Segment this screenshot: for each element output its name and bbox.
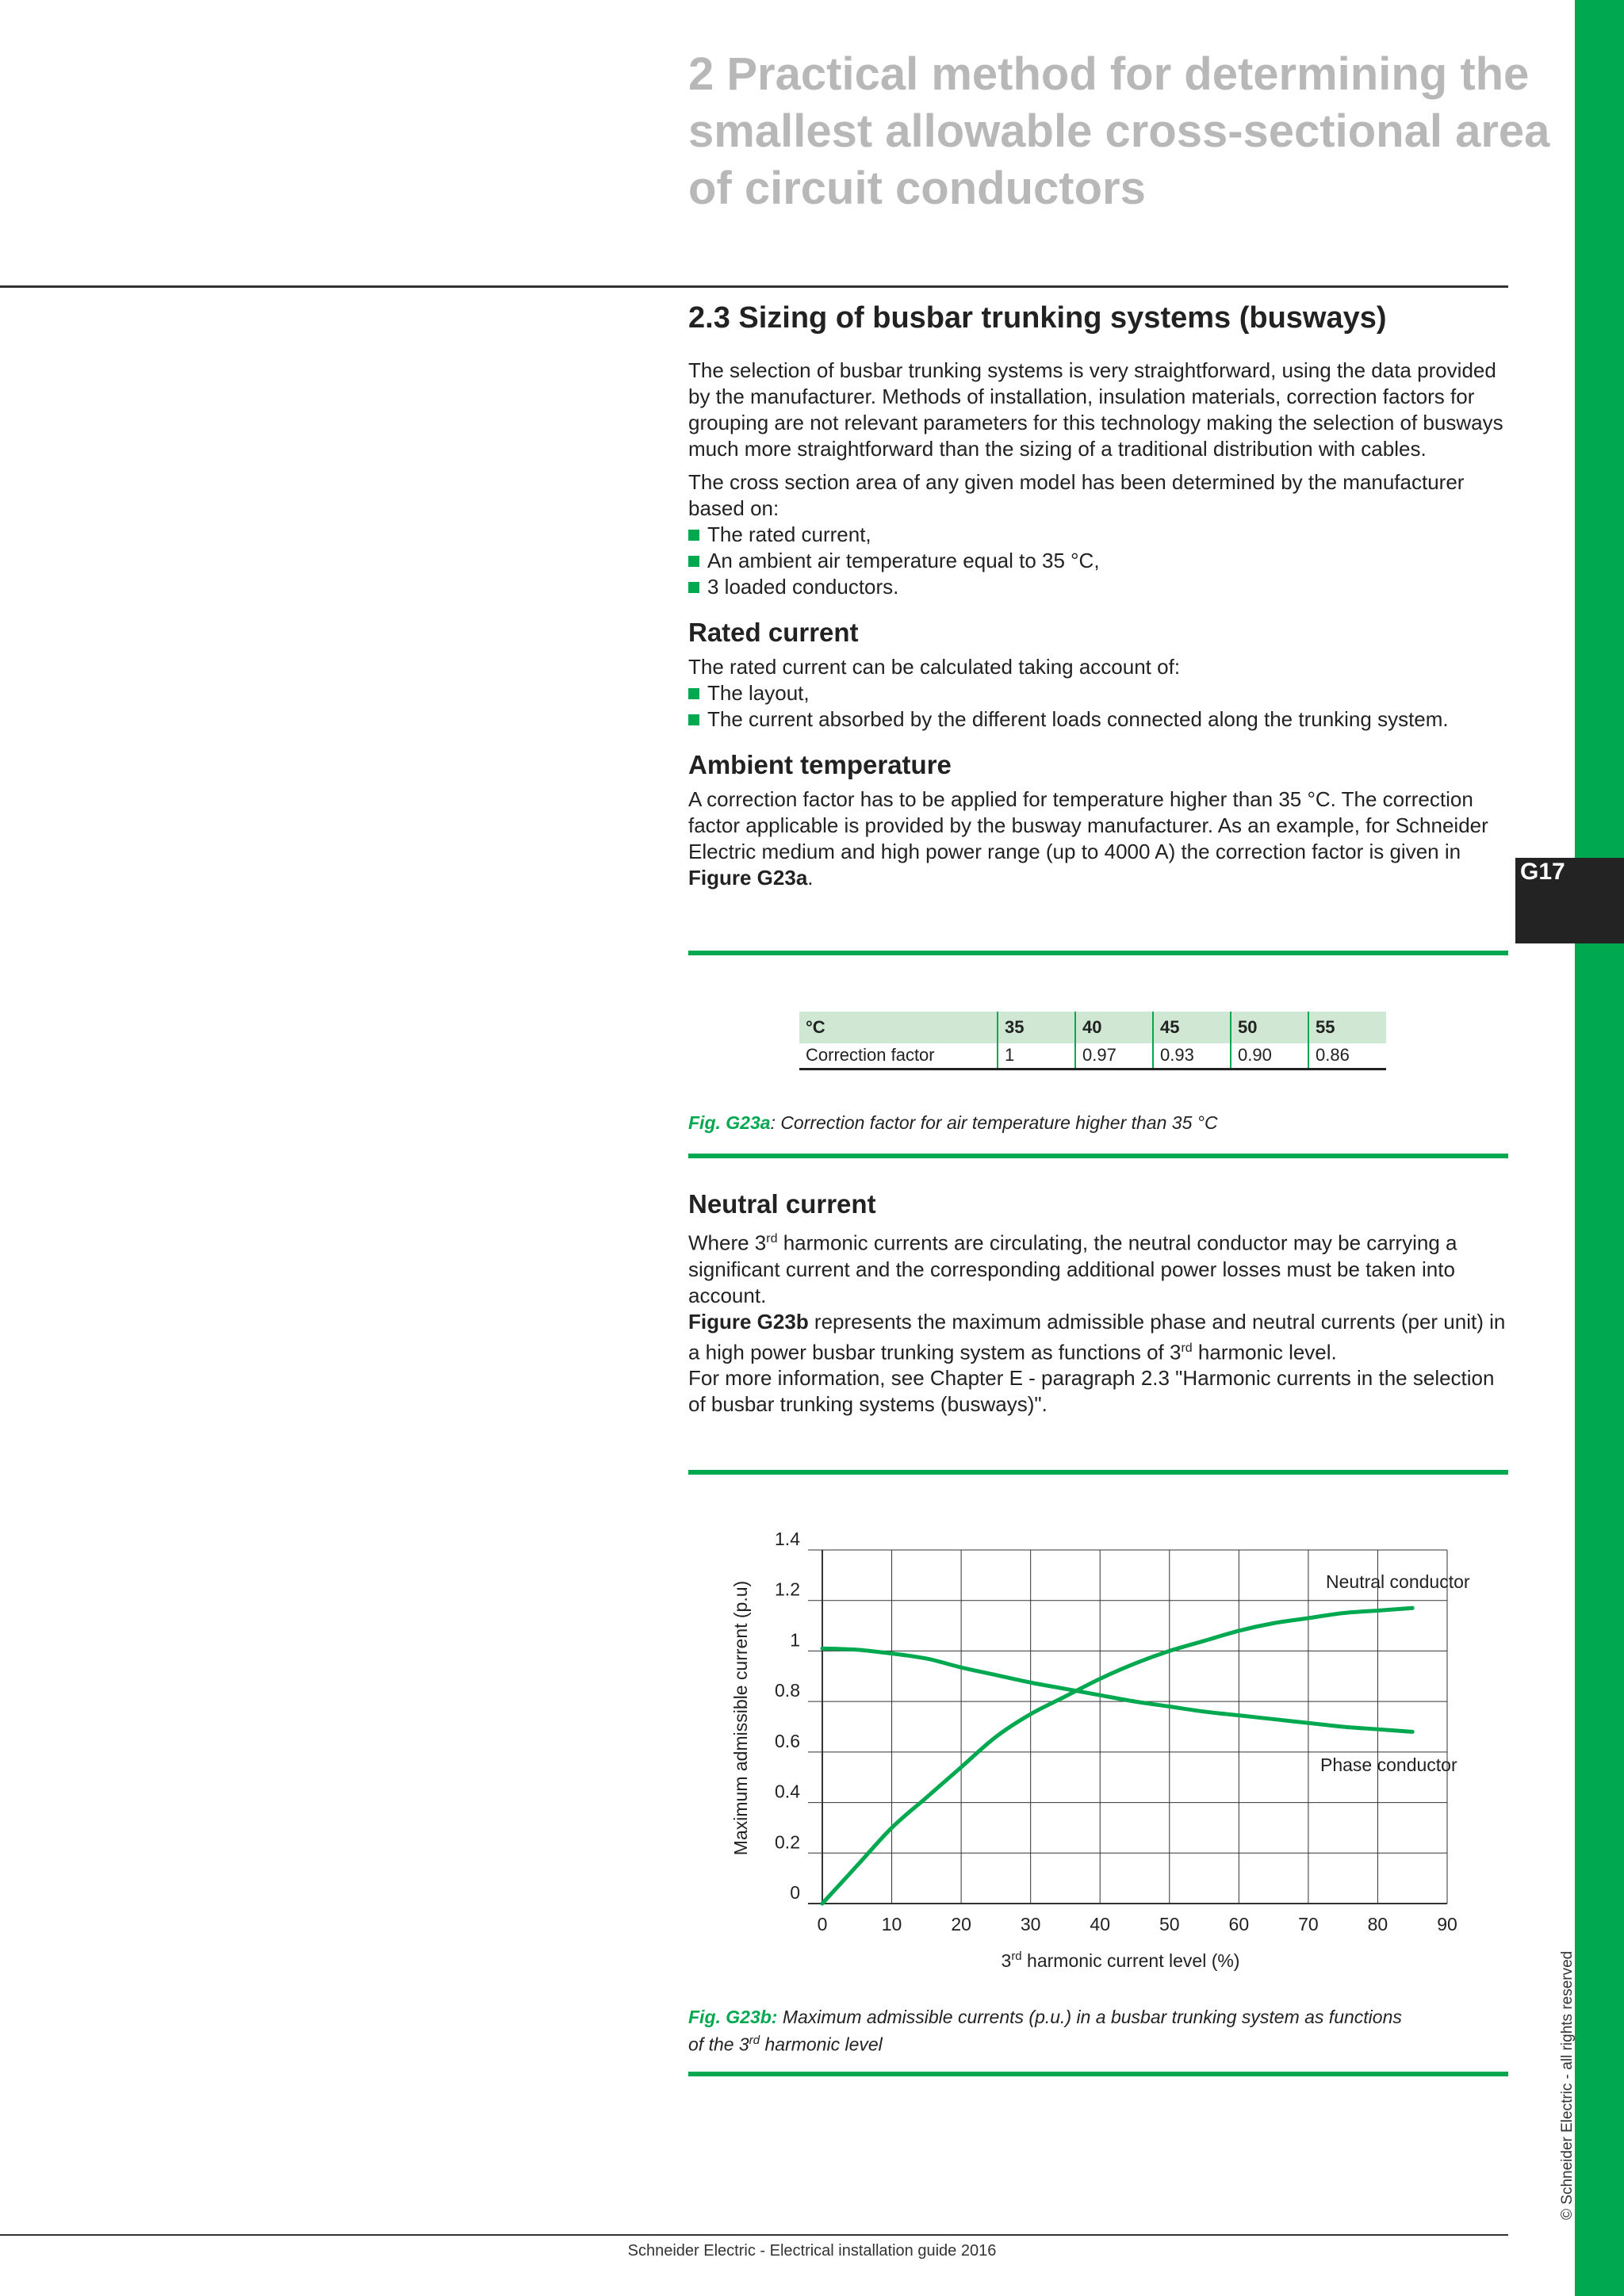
neutral-paragraph-3: For more information, see Chapter E - paragraph 2.3 "Harmonic currents in the selection of busbar trunking systems (busways)".: [688, 1366, 1495, 1417]
x-tick-label: 50: [1159, 1914, 1180, 1934]
table-header-cell: 35: [998, 1012, 1075, 1043]
x-tick-label: 40: [1090, 1914, 1111, 1934]
bullet-square-icon: [688, 556, 699, 567]
bullet-square-icon: [688, 714, 699, 725]
table-header-cell: 45: [1153, 1012, 1231, 1043]
header-rule: [0, 285, 1508, 288]
rated-current-paragraph: The rated current can be calculated taking account of:: [688, 655, 1181, 679]
table-cell: 0.90: [1231, 1043, 1308, 1069]
x-tick-label: 30: [1020, 1914, 1041, 1934]
bullet-square-icon: [688, 582, 699, 593]
table-cell: 0.86: [1308, 1043, 1386, 1069]
neutral-paragraph-1: Where 3rd harmonic currents are circulating, the neutral conductor may be carrying a significant current and the corresponding additional power losses must be taken into account.: [688, 1230, 1457, 1307]
copyright-notice: © Schneider Electric - all rights reserved: [1559, 1950, 1576, 2220]
table-header-cell: 55: [1308, 1012, 1386, 1043]
phase-conductor-line: [822, 1648, 1412, 1732]
y-tick-label: 1.2: [775, 1578, 800, 1600]
table-cell: Correction factor: [799, 1043, 998, 1069]
x-tick-label: 0: [817, 1914, 828, 1934]
bullet-square-icon: [688, 530, 699, 541]
neutral-paragraph-2: Figure G23b represents the maximum admissible phase and neutral currents (per unit) in a high power busbar trunking system as functions of 3rd harmonic level.: [688, 1309, 1506, 1364]
ambient-temperature-paragraph: A correction factor has to be applied for temperature higher than 35 °C. The correction factor applicable is provided by the busway manufacturer. As an example, for Schneider Electric medium and high power range (up to 4000 A) the correction factor is given in Figure G23a.: [688, 787, 1488, 890]
table-row: [799, 1043, 1386, 1069]
neutral-section: [688, 1189, 1508, 1425]
x-tick-label: 20: [951, 1914, 971, 1934]
table-header-cell: 50: [1231, 1012, 1308, 1043]
list-item: The current absorbed by the different loads connected along the trunking system.: [688, 706, 1508, 733]
section-heading: 2.3 Sizing of busbar trunking systems (busways): [688, 301, 1387, 335]
footer-text: Schneider Electric - Electrical installation guide 2016: [627, 2242, 997, 2260]
table-header-row: [799, 1012, 1386, 1043]
x-tick-label: 80: [1367, 1914, 1388, 1934]
y-tick-label: 0: [790, 1882, 800, 1903]
figure-a-top-rule: [688, 951, 1508, 955]
table-cell: 0.97: [1075, 1043, 1153, 1069]
table-cell: 0.93: [1153, 1043, 1231, 1069]
x-axis-label: 3rd harmonic current level (%): [1001, 1950, 1240, 1971]
bullet-square-icon: [688, 688, 699, 699]
x-tick-label: 70: [1298, 1914, 1319, 1934]
intro-bullet-list: [688, 522, 1508, 600]
y-tick-label: 1: [790, 1629, 800, 1651]
list-item: 3 loaded conductors.: [688, 574, 1508, 600]
y-tick-label: 0.2: [775, 1831, 800, 1853]
correction-factor-table: [799, 1012, 1386, 1070]
intro-paragraph-2: The cross section area of any given model has been determined by the manufacturer based on:: [688, 470, 1465, 520]
list-item: The rated current,: [688, 522, 1508, 548]
neutral-conductor-label: Neutral conductor: [1326, 1571, 1470, 1592]
x-tick-label: 10: [881, 1914, 902, 1934]
table-header-cell: 40: [1075, 1012, 1153, 1043]
chapter-title: 2 Practical method for determining the smallest allowable cross-sectional area of circuit conductors: [688, 48, 1550, 214]
harmonic-current-chart: [730, 1526, 1483, 1986]
page-number: G17: [1520, 859, 1565, 885]
y-tick-label: 0.6: [775, 1730, 800, 1751]
phase-conductor-label: Phase conductor: [1320, 1755, 1457, 1775]
rated-current-heading: Rated current: [688, 618, 859, 647]
section-content: [688, 301, 1508, 898]
x-tick-label: 90: [1437, 1914, 1457, 1934]
y-tick-label: 0.4: [775, 1781, 800, 1802]
y-tick-label: 0.8: [775, 1680, 800, 1701]
side-color-bar: [1575, 0, 1624, 2296]
y-axis-label: Maximum admissible current (p.u): [730, 1580, 751, 1856]
figure-b-top-rule: [688, 1470, 1508, 1475]
figure-b-caption: Fig. G23b: Maximum admissible currents (p.u.) in a busbar trunking system as functions of the 3rd harmonic level: [688, 2007, 1402, 2055]
x-tick-label: 60: [1228, 1914, 1250, 1934]
table-cell: 1: [998, 1043, 1075, 1069]
ambient-temperature-heading: Ambient temperature: [688, 750, 952, 779]
list-item: The layout,: [688, 680, 1508, 706]
footer-rule: [0, 2234, 1508, 2236]
page-number-tab: [1515, 858, 1624, 943]
list-item: An ambient air temperature equal to 35 °C,: [688, 548, 1508, 574]
neutral-current-heading: Neutral current: [688, 1189, 876, 1219]
figure-b-bottom-rule: [688, 2072, 1508, 2076]
figure-a-caption: Fig. G23a: Correction factor for air temperature higher than 35 °C: [688, 1112, 1218, 1133]
figure-a-bottom-rule: [688, 1154, 1508, 1158]
table-header-cell: °C: [799, 1012, 998, 1043]
rated-bullet-list: [688, 680, 1508, 733]
intro-paragraph-1: The selection of busbar trunking systems is very straightforward, using the data provided by the manufacturer. Methods of installation, insulation materials, correction factors for grouping are not relevant parameters for this technology making the selection of busways much more straightforward than the sizing of a traditional distribution with cables.: [688, 358, 1503, 461]
y-tick-label: 1.4: [775, 1529, 800, 1549]
